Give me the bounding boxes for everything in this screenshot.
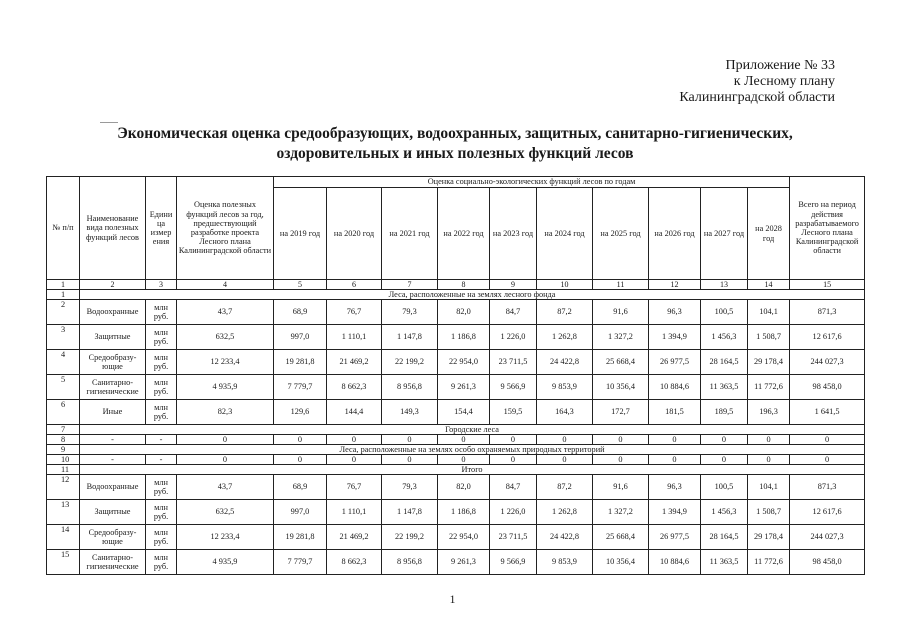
value-cell: 632,5: [177, 500, 274, 525]
value-cell: 1 186,8: [438, 500, 490, 525]
value-cell: 9 261,3: [438, 550, 490, 575]
value-cell: 24 422,8: [537, 525, 593, 550]
value-cell: 0: [701, 455, 748, 465]
value-cell: 0: [748, 455, 790, 465]
function-name: Санитарно-гигиенические: [80, 550, 146, 575]
value-cell: 1 394,9: [649, 325, 701, 350]
value-cell: 25 668,4: [593, 525, 649, 550]
value-cell: 23 711,5: [490, 525, 537, 550]
value-cell: 4 935,9: [177, 550, 274, 575]
row-index: 12: [47, 475, 80, 500]
column-number: 13: [701, 280, 748, 290]
value-cell: 19 281,8: [274, 525, 327, 550]
value-cell: 10 356,4: [593, 375, 649, 400]
value-cell: 79,3: [382, 300, 438, 325]
value-cell: 1 262,8: [537, 500, 593, 525]
value-cell: 1 226,0: [490, 500, 537, 525]
row-index: 11: [47, 465, 80, 475]
title-line-2: оздоровительных и иных полезных функций лесов: [276, 145, 634, 162]
function-name: Санитарно-гигиенические: [80, 375, 146, 400]
value-cell: 1 186,8: [438, 325, 490, 350]
value-cell: 19 281,8: [274, 350, 327, 375]
header-year: на 2020 год: [327, 188, 382, 280]
value-cell: 1 394,9: [649, 500, 701, 525]
value-cell: 100,5: [701, 300, 748, 325]
row-index: 14: [47, 525, 80, 550]
appendix-number: Приложение № 33: [725, 58, 835, 73]
function-name: -: [80, 435, 146, 445]
function-name: Водоохранные: [80, 300, 146, 325]
header-year: на 2021 год: [382, 188, 438, 280]
value-cell: 82,0: [438, 475, 490, 500]
value-cell: 0: [327, 435, 382, 445]
value-cell: 164,3: [537, 400, 593, 425]
value-cell: 91,6: [593, 475, 649, 500]
value-cell: 11 772,6: [748, 550, 790, 575]
function-name: Иные: [80, 400, 146, 425]
function-name: -: [80, 455, 146, 465]
value-cell: 12 617,6: [790, 325, 865, 350]
value-cell: 29 178,4: [748, 525, 790, 550]
value-cell: 0: [701, 435, 748, 445]
header-row-group: [47, 177, 865, 188]
value-cell: 0: [177, 455, 274, 465]
table-row: [47, 325, 865, 350]
appendix-region: Калининградской области: [679, 90, 835, 105]
value-cell: 68,9: [274, 300, 327, 325]
unit: млн руб.: [146, 475, 177, 500]
column-number: 2: [80, 280, 146, 290]
value-cell: 11 363,5: [701, 550, 748, 575]
forest-functions-table: [46, 176, 865, 575]
value-cell: 144,4: [327, 400, 382, 425]
value-cell: 7 779,7: [274, 375, 327, 400]
table-row: [47, 300, 865, 325]
function-name: Средообразу-ющие: [80, 525, 146, 550]
value-cell: 0: [537, 455, 593, 465]
header-unit: Едини ца измер ения: [146, 177, 177, 280]
header-year: на 2025 год: [593, 188, 649, 280]
function-name: Средообразу-ющие: [80, 350, 146, 375]
unit: млн руб.: [146, 350, 177, 375]
column-number: 6: [327, 280, 382, 290]
function-name: Защитные: [80, 325, 146, 350]
value-cell: 244 027,3: [790, 525, 865, 550]
value-cell: 28 164,5: [701, 350, 748, 375]
value-cell: 8 956,8: [382, 375, 438, 400]
value-cell: 98 458,0: [790, 550, 865, 575]
value-cell: 43,7: [177, 300, 274, 325]
header-year: на 2028 год: [748, 188, 790, 280]
value-cell: 68,9: [274, 475, 327, 500]
value-cell: 76,7: [327, 475, 382, 500]
unit: млн руб.: [146, 325, 177, 350]
value-cell: 997,0: [274, 500, 327, 525]
value-cell: 82,0: [438, 300, 490, 325]
value-cell: 9 566,9: [490, 550, 537, 575]
value-cell: 104,1: [748, 475, 790, 500]
value-cell: 871,3: [790, 300, 865, 325]
value-cell: 0: [438, 455, 490, 465]
value-cell: 1 147,8: [382, 500, 438, 525]
value-cell: 25 668,4: [593, 350, 649, 375]
header-year: на 2022 год: [438, 188, 490, 280]
value-cell: 96,3: [649, 300, 701, 325]
value-cell: 0: [177, 435, 274, 445]
function-name: Защитные: [80, 500, 146, 525]
section-label: Городские леса: [80, 425, 865, 435]
section-row: [47, 290, 865, 300]
header-year: на 2024 год: [537, 188, 593, 280]
value-cell: 1 508,7: [748, 325, 790, 350]
row-index: 5: [47, 375, 80, 400]
value-cell: 84,7: [490, 475, 537, 500]
value-cell: 172,7: [593, 400, 649, 425]
row-index: 7: [47, 425, 80, 435]
value-cell: 9 261,3: [438, 375, 490, 400]
value-cell: 189,5: [701, 400, 748, 425]
value-cell: 0: [490, 455, 537, 465]
value-cell: 8 662,3: [327, 550, 382, 575]
row-index: 13: [47, 500, 80, 525]
value-cell: 196,3: [748, 400, 790, 425]
value-cell: 0: [593, 435, 649, 445]
column-number: 11: [593, 280, 649, 290]
value-cell: 8 662,3: [327, 375, 382, 400]
header-year-group: Оценка социально-экологических функций лесов по годам: [274, 177, 790, 188]
value-cell: 0: [748, 435, 790, 445]
header-year: на 2019 год: [274, 188, 327, 280]
value-cell: 26 977,5: [649, 525, 701, 550]
value-cell: 1 226,0: [490, 325, 537, 350]
value-cell: 43,7: [177, 475, 274, 500]
row-index: 8: [47, 435, 80, 445]
table-body: [47, 177, 865, 575]
value-cell: 0: [593, 455, 649, 465]
value-cell: 29 178,4: [748, 350, 790, 375]
column-number: 10: [537, 280, 593, 290]
section-label: Леса, расположенные на землях особо охраняемых природных территорий: [80, 445, 865, 455]
value-cell: 12 233,4: [177, 350, 274, 375]
value-cell: 9 853,9: [537, 550, 593, 575]
column-number: 15: [790, 280, 865, 290]
value-cell: 87,2: [537, 300, 593, 325]
row-index: 10: [47, 455, 80, 465]
scan-mark: [100, 122, 118, 123]
value-cell: 9 566,9: [490, 375, 537, 400]
value-cell: 11 363,5: [701, 375, 748, 400]
value-cell: 181,5: [649, 400, 701, 425]
value-cell: 1 327,2: [593, 325, 649, 350]
document-title: [60, 124, 850, 164]
value-cell: 84,7: [490, 300, 537, 325]
header-number: № п/п: [47, 177, 80, 280]
value-cell: 1 456,3: [701, 500, 748, 525]
value-cell: 1 147,8: [382, 325, 438, 350]
value-cell: 244 027,3: [790, 350, 865, 375]
value-cell: 98 458,0: [790, 375, 865, 400]
header-year: на 2026 год: [649, 188, 701, 280]
value-cell: 10 884,6: [649, 375, 701, 400]
column-number: 1: [47, 280, 80, 290]
unit: -: [146, 455, 177, 465]
value-cell: 82,3: [177, 400, 274, 425]
value-cell: 871,3: [790, 475, 865, 500]
value-cell: 11 772,6: [748, 375, 790, 400]
value-cell: 0: [790, 435, 865, 445]
column-number: 9: [490, 280, 537, 290]
value-cell: 632,5: [177, 325, 274, 350]
section-label: Итого: [80, 465, 865, 475]
value-cell: 23 711,5: [490, 350, 537, 375]
value-cell: 0: [382, 435, 438, 445]
value-cell: 154,4: [438, 400, 490, 425]
page-number: 1: [449, 592, 456, 606]
value-cell: 22 954,0: [438, 525, 490, 550]
value-cell: 104,1: [748, 300, 790, 325]
value-cell: 26 977,5: [649, 350, 701, 375]
value-cell: 9 853,9: [537, 375, 593, 400]
value-cell: 1 456,3: [701, 325, 748, 350]
value-cell: 0: [382, 455, 438, 465]
row-index: 1: [47, 290, 80, 300]
column-number: 3: [146, 280, 177, 290]
section-label: Леса, расположенные на землях лесного фонда: [80, 290, 865, 300]
table-row: [47, 400, 865, 425]
value-cell: 21 469,2: [327, 525, 382, 550]
value-cell: 0: [649, 435, 701, 445]
value-cell: 0: [327, 455, 382, 465]
section-row: [47, 445, 865, 455]
value-cell: 7 779,7: [274, 550, 327, 575]
value-cell: 0: [537, 435, 593, 445]
row-index: 4: [47, 350, 80, 375]
value-cell: 0: [490, 435, 537, 445]
row-index: 15: [47, 550, 80, 575]
value-cell: 91,6: [593, 300, 649, 325]
value-cell: 87,2: [537, 475, 593, 500]
value-cell: 21 469,2: [327, 350, 382, 375]
header-base-estimate: Оценка полезных функций лесов за год, предшествующий разработке проекта Лесного плана Калининградской области: [177, 177, 274, 280]
value-cell: 76,7: [327, 300, 382, 325]
value-cell: 1 262,8: [537, 325, 593, 350]
table-row: [47, 455, 865, 465]
unit: млн руб.: [146, 375, 177, 400]
value-cell: 0: [790, 455, 865, 465]
column-number-row: [47, 280, 865, 290]
unit: млн руб.: [146, 400, 177, 425]
value-cell: 10 884,6: [649, 550, 701, 575]
unit: млн руб.: [146, 500, 177, 525]
value-cell: 28 164,5: [701, 525, 748, 550]
column-number: 4: [177, 280, 274, 290]
column-number: 14: [748, 280, 790, 290]
value-cell: 149,3: [382, 400, 438, 425]
section-row: [47, 465, 865, 475]
value-cell: 0: [274, 435, 327, 445]
table-row: [47, 375, 865, 400]
value-cell: 0: [274, 455, 327, 465]
value-cell: 1 110,1: [327, 325, 382, 350]
table-row: [47, 435, 865, 445]
value-cell: 24 422,8: [537, 350, 593, 375]
section-row: [47, 425, 865, 435]
header-function-name: Наименование вида полезных функций лесов: [80, 177, 146, 280]
appendix-block: [679, 58, 835, 106]
table-row: [47, 475, 865, 500]
column-number: 5: [274, 280, 327, 290]
header-year: на 2027 год: [701, 188, 748, 280]
value-cell: 12 617,6: [790, 500, 865, 525]
table-row: [47, 550, 865, 575]
value-cell: 22 199,2: [382, 350, 438, 375]
table-row: [47, 500, 865, 525]
value-cell: 1 110,1: [327, 500, 382, 525]
title-line-1: Экономическая оценка средообразующих, водоохранных, защитных, санитарно-гигиенических,: [117, 125, 793, 142]
unit: -: [146, 435, 177, 445]
value-cell: 1 327,2: [593, 500, 649, 525]
value-cell: 4 935,9: [177, 375, 274, 400]
appendix-reference: к Лесному плану: [733, 74, 835, 89]
value-cell: 1 641,5: [790, 400, 865, 425]
value-cell: 8 956,8: [382, 550, 438, 575]
value-cell: 96,3: [649, 475, 701, 500]
unit: млн руб.: [146, 550, 177, 575]
column-number: 12: [649, 280, 701, 290]
header-total: Всего на период действия разрабатываемого Лесного плана Калининградской области: [790, 177, 865, 280]
table-row: [47, 350, 865, 375]
table-row: [47, 525, 865, 550]
value-cell: 129,6: [274, 400, 327, 425]
value-cell: 0: [649, 455, 701, 465]
row-index: 2: [47, 300, 80, 325]
unit: млн руб.: [146, 300, 177, 325]
value-cell: 22 954,0: [438, 350, 490, 375]
value-cell: 997,0: [274, 325, 327, 350]
column-number: 8: [438, 280, 490, 290]
value-cell: 10 356,4: [593, 550, 649, 575]
row-index: 6: [47, 400, 80, 425]
value-cell: 159,5: [490, 400, 537, 425]
header-year: на 2023 год: [490, 188, 537, 280]
column-number: 7: [382, 280, 438, 290]
value-cell: 12 233,4: [177, 525, 274, 550]
row-index: 3: [47, 325, 80, 350]
value-cell: 22 199,2: [382, 525, 438, 550]
value-cell: 0: [438, 435, 490, 445]
value-cell: 1 508,7: [748, 500, 790, 525]
unit: млн руб.: [146, 525, 177, 550]
row-index: 9: [47, 445, 80, 455]
function-name: Водоохранные: [80, 475, 146, 500]
value-cell: 79,3: [382, 475, 438, 500]
value-cell: 100,5: [701, 475, 748, 500]
